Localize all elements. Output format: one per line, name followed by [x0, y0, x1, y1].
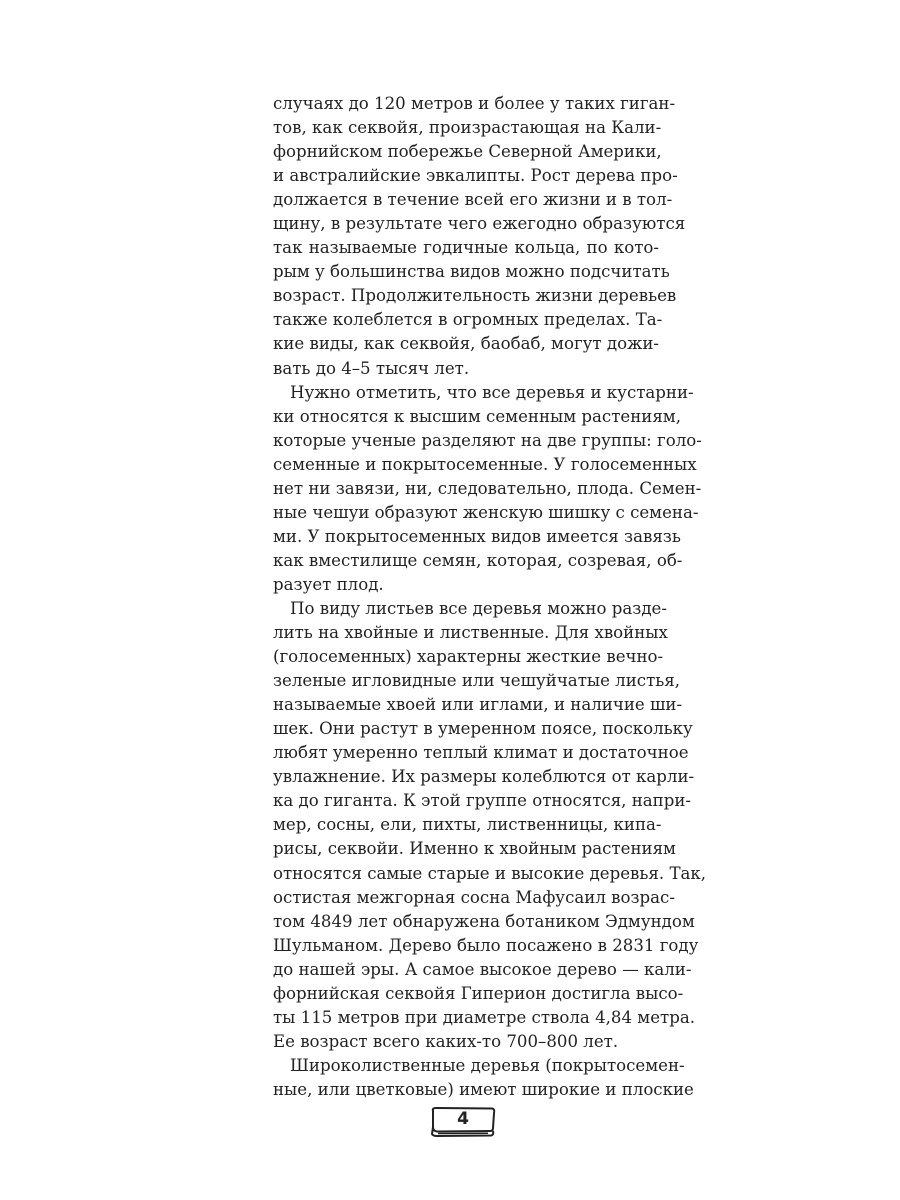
text-line: ные чешуи образуют женскую шишку с семена- [273, 502, 699, 522]
body-text [273, 92, 707, 1102]
text-line: ные, или цветковые) имеют широкие и плоские [273, 1079, 694, 1099]
text-line: лить на хвойные и лиственные. Для хвойных [273, 623, 668, 643]
text-line: мер, сосны, ели, пихты, лиственницы, кипа- [273, 815, 662, 835]
text-line: до нашей эры. А самое высокое дерево — кали- [273, 959, 692, 979]
text-line: которые ученые разделяют на две группы: голо- [273, 430, 702, 450]
text-line: форнийском побережье Северной Америки, [273, 142, 662, 162]
text-line: остистая межгорная сосна Мафусаил возрас- [273, 887, 675, 907]
page-number-badge [428, 1105, 498, 1139]
text-line: нет ни завязи, ни, следовательно, плода. Семен- [273, 478, 702, 498]
text-line: зеленые игловидные или чешуйчатые листья, [273, 671, 681, 691]
text-line: семенные и покрытосеменные. У голосеменных [273, 454, 697, 474]
text-line: вать до 4–5 тысяч лет. [273, 358, 470, 378]
text-line: ми. У покрытосеменных видов имеется завязь [273, 526, 681, 546]
text-line: как вместилище семян, которая, созревая, об- [273, 550, 683, 570]
text-line: случаях до 120 метров и более у таких гиган- [273, 94, 676, 113]
text-line: так называемые годичные кольца, по кото- [273, 238, 659, 258]
text-line: тов, как секвойя, произрастающая на Кали- [273, 118, 662, 138]
text-line: кие виды, как секвойя, баобаб, могут дожи- [273, 334, 659, 354]
text-line: ты 115 метров при диаметре ствола 4,84 метра. [273, 1007, 695, 1027]
text-line: рым у большинства видов можно подсчитать [273, 262, 670, 282]
text-line: ка до гиганта. К этой группе относятся, напри- [273, 791, 692, 811]
page-number: 4 [457, 1109, 469, 1129]
text-line: относятся самые старые и высокие деревья. Так, [273, 863, 707, 883]
text-line: любят умеренно теплый климат и достаточное [273, 743, 689, 763]
text-line: также колеблется в огромных пределах. Та- [273, 310, 663, 330]
text-line: и австралийские эвкалипты. Рост дерева про- [273, 166, 678, 186]
paragraph-first-line: По виду листьев все деревья можно разде- [290, 598, 667, 618]
text-line: ки относятся к высшим семенным растениям, [273, 406, 681, 426]
text-line: шек. Они растут в умеренном поясе, поскольку [273, 719, 693, 739]
text-line: Ее возраст всего каких-то 700–800 лет. [273, 1031, 619, 1051]
text-line: рисы, секвойи. Именно к хвойным растениям [273, 839, 676, 859]
text-line: возраст. Продолжительность жизни деревьев [273, 286, 677, 306]
text-line: увлажнение. Их размеры колеблются от карли- [273, 767, 695, 787]
text-line: щину, в результате чего ежегодно образуются [273, 214, 686, 234]
text-line: должается в течение всей его жизни и в тол- [273, 190, 673, 210]
text-line: том 4849 лет обнаружена ботаником Эдмундом [273, 911, 695, 931]
text-line: называемые хвоей или иглами, и наличие ши- [273, 695, 683, 715]
paragraph-first-line: Широколиственные деревья (покрытосемен- [290, 1055, 685, 1075]
text-line: форнийская секвойя Гиперион достигла высо- [273, 983, 684, 1003]
text-line: Шульманом. Дерево было посажено в 2831 году [273, 935, 699, 955]
text-line: разует плод. [273, 574, 384, 594]
paragraph-first-line: Нужно отметить, что все деревья и кустарни- [290, 382, 694, 402]
text-line: (голосеменных) характерны жесткие вечно- [273, 647, 664, 667]
